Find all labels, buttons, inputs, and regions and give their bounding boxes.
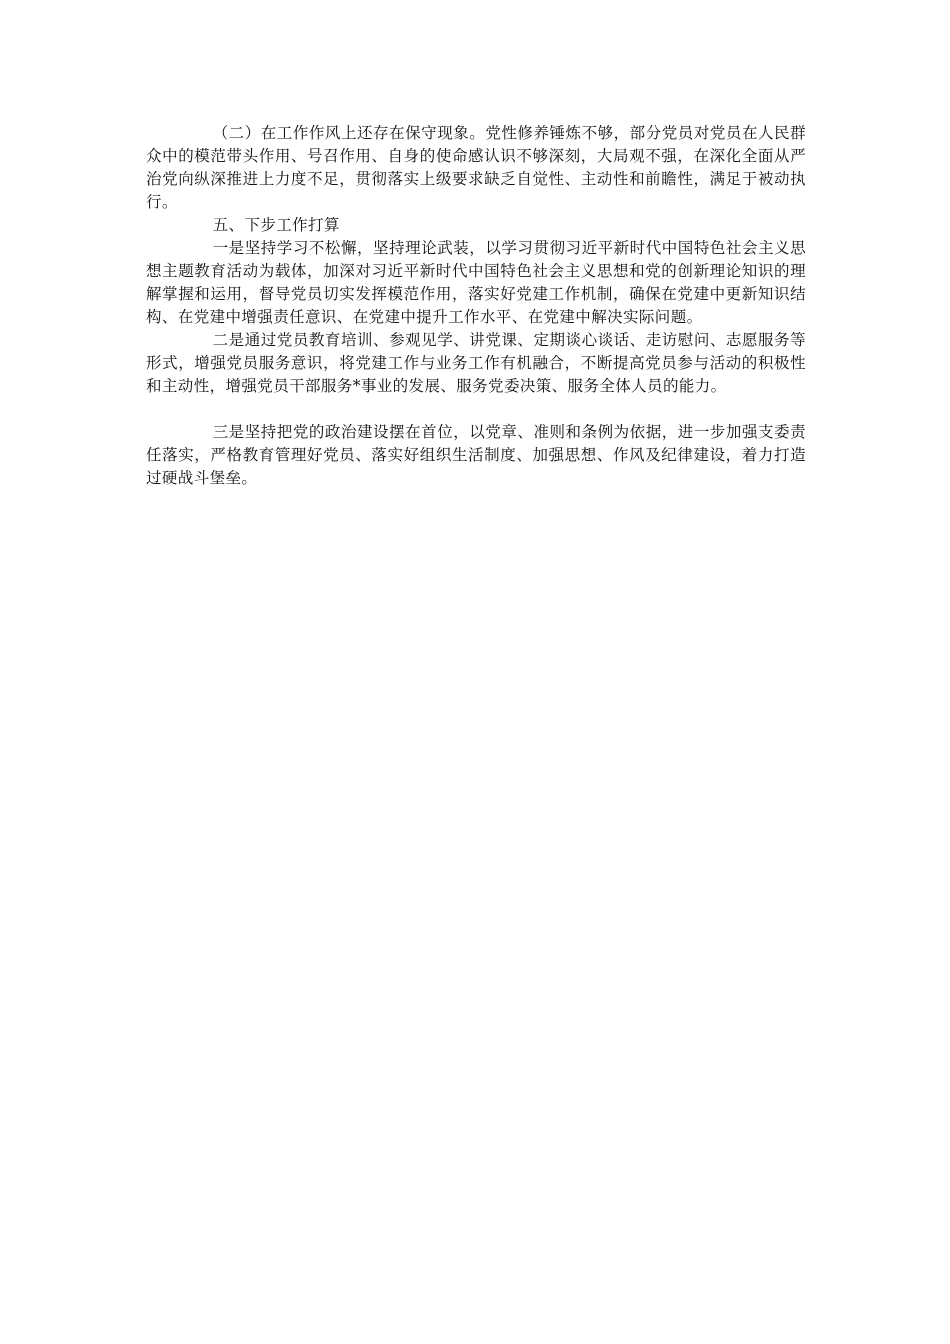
paragraph-work-style: （二）在工作作风上还存在保守现象。党性修养锤炼不够，部分党员对党员在人民群众中的模范带头作用、号召作用、自身的使命感认识不够深刻，大局观不强，在深化全面从严治党向纵深推进上力度不足，贯彻落实上级要求缺乏自觉性、主动性和前瞻性，满足于被动执行。 [146, 124, 806, 211]
paragraph-spacer [146, 398, 806, 421]
paragraph-step-two: 二是通过党员教育培训、参观见学、讲党课、定期谈心谈话、走访慰问、志愿服务等形式，增强党员服务意识，将党建工作与业务工作有机融合，不断提高党员参与活动的积极性和主动性，增强党员干部服务*事业的发展、服务党委决策、服务全体人员的能力。 [146, 331, 806, 395]
paragraph-step-three: 三是坚持把党的政治建设摆在首位，以党章、准则和条例为依据，进一步加强支委责任落实，严格教育管理好党员、落实好组织生活制度、加强思想、作风及纪律建设，着力打造过硬战斗堡垒。 [146, 423, 806, 487]
document-body [146, 122, 806, 490]
paragraph-step-one: 一是坚持学习不松懈，坚持理论武装，以学习贯彻习近平新时代中国特色社会主义思想主题教育活动为载体，加深对习近平新时代中国特色社会主义思想和党的创新理论知识的理解掌握和运用，督导党员切实发挥模范作用，落实好党建工作机制，确保在党建中更新知识结构、在党建中增强责任意识、在党建中提升工作水平、在党建中解决实际问题。 [146, 239, 806, 326]
section-heading-next-steps: 五、下步工作打算 [212, 216, 340, 234]
